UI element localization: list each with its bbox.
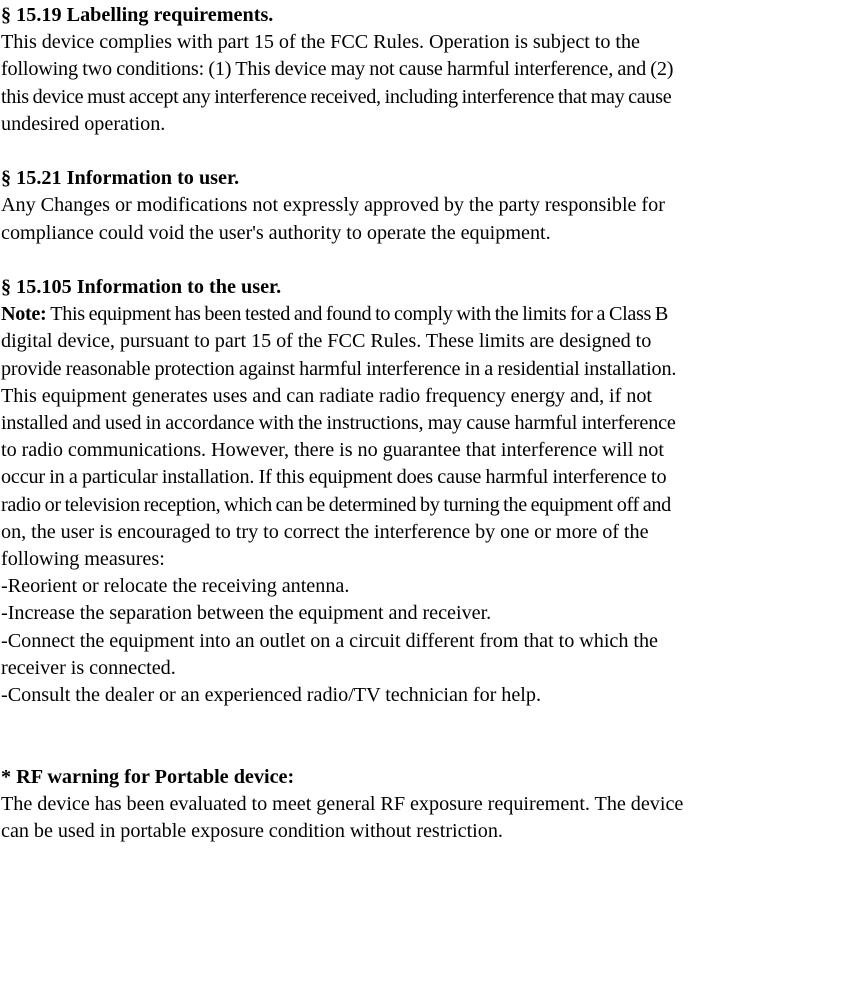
document-text-body (1, 2, 864, 845)
paragraph-line-with-note (1, 301, 864, 328)
paragraph-line: can be used in portable exposure condition without restriction. (1, 820, 503, 843)
paragraph-line: this device must accept any interference received, including interference that may cause (1, 85, 672, 108)
note-label: Note: (1, 303, 47, 326)
section-15-21 (1, 165, 864, 247)
measure-list-item: -Connect the equipment into an outlet on a circuit different from that to which the (1, 629, 658, 652)
paragraph-line: provide reasonable protection against harmful interference in a residential installation. (1, 357, 677, 380)
paragraph-line: installed and used in accordance with the instructions, may cause harmful interference (1, 412, 676, 435)
section-rf-warning (1, 764, 864, 846)
section-heading-15-21: § 15.21 Information to user. (1, 167, 240, 190)
paragraph-line: radio or television reception, which can be determined by turning the equipment off and (1, 493, 671, 516)
measure-list-item: -Increase the separation between the equipment and receiver. (1, 602, 492, 625)
section-15-105 (1, 274, 864, 709)
paragraph-line: The device has been evaluated to meet general RF exposure requirement. The device (1, 792, 684, 815)
section-heading-15-19: § 15.19 Labelling requirements. (1, 4, 274, 26)
paragraph-line: following measures: (1, 548, 165, 571)
measure-list-item: -Consult the dealer or an experienced radio/TV technician for help. (1, 684, 541, 707)
paragraph-line: undesired operation. (1, 112, 166, 135)
section-heading-15-105: § 15.105 Information to the user. (1, 276, 282, 298)
paragraph-line: following two conditions: (1) This device may not cause harmful interference, and (2) (1, 58, 674, 81)
paragraph-line: digital device, pursuant to part 15 of the FCC Rules. These limits are designed to (1, 330, 652, 353)
section-gap (1, 247, 864, 274)
paragraph-line: Any Changes or modifications not expressly approved by the party responsible for (1, 194, 665, 217)
paragraph-line: to radio communications. However, there is no guarantee that interference will not (1, 439, 664, 462)
section-heading-rf-warning: * RF warning for Portable device: (1, 765, 295, 788)
measure-list-item: -Reorient or relocate the receiving antenna. (1, 575, 350, 598)
section-gap (1, 138, 864, 165)
paragraph-line: occur in a particular installation. If this equipment does cause harmful interference to (1, 466, 667, 489)
paragraph-line: on, the user is encouraged to try to correct the interference by one or more of the (1, 520, 649, 543)
measure-list-item-continuation: receiver is connected. (1, 656, 176, 679)
paragraph-line: This device complies with part 15 of the FCC Rules. Operation is subject to the (1, 31, 640, 54)
paragraph-line: This equipment generates uses and can radiate radio frequency energy and, if not (1, 384, 652, 407)
section-15-19 (1, 2, 864, 138)
paragraph-text: This equipment has been tested and found to comply with the limits for a Class B (50, 303, 668, 326)
paragraph-line: compliance could void the user's authority to operate the equipment. (1, 221, 551, 244)
section-gap-large (1, 709, 864, 763)
